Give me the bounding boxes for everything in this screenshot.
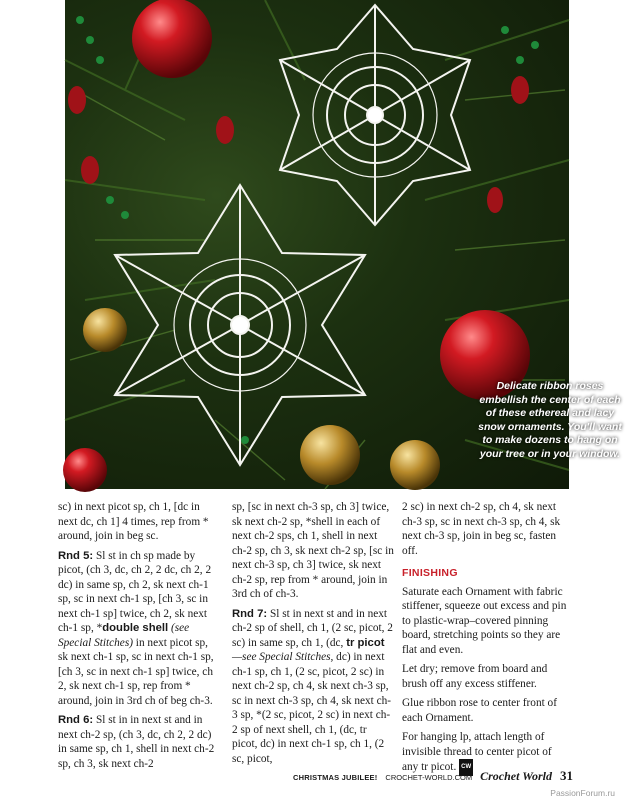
ornament-photo (65, 0, 622, 489)
round5-label: Rnd 5: (58, 549, 94, 562)
special-stitches-ref: (see Special Stitches) (58, 622, 190, 649)
round4-end: sc) in next picot sp, ch 1, [dc in next dc, ch 1] 4 times, rep from * around, join in beg sc. (58, 501, 209, 542)
round6-label: Rnd 6: (58, 714, 94, 726)
footer-magazine: Crochet World (480, 769, 552, 783)
text-column-2 (232, 500, 394, 771)
watermark: PassionForum.ru (550, 788, 615, 798)
finishing-heading: FINISHING (402, 567, 458, 579)
special-stitches-ref-2: —see Special Stitches, (232, 651, 334, 663)
page-number: 31 (560, 768, 573, 783)
finishing-step-4-text: For hanging lp, attach length of invisible thread to center picot of any tr picot. (402, 731, 552, 773)
page-footer (293, 768, 573, 784)
round7-text-cont: dc) in next ch-1 sp, ch 1, (2 sc, picot, 2 sc) in next ch-2 sp, ch 4, sk next ch-3 sp, sc in next ch-3 sp, ch 4, sk next ch-3 sp, *(2 sc, picot, 2 sc) in next ch-2 sp of next shell, ch 1, (dc, tr picot, dc) in next ch-1 sp, ch 1, (2 sc, picot, (232, 651, 392, 765)
footer-site: CROCHET-WORLD.COM (385, 773, 473, 782)
round6-text: Sl st in in next st and in next ch-2 sp, (ch 3, dc, ch 2, 2 dc) in same sp, ch 1, shell in next ch-2 sp, ch 3, sk next ch-2 (58, 714, 215, 770)
double-shell-term: double shell (102, 622, 169, 634)
finishing-step-2: Let dry; remove from board and brush off any excess stiffener. (402, 663, 548, 690)
text-column-3 (402, 500, 567, 781)
round6-cont: sp, [sc in next ch-3 sp, ch 3] twice, sk next ch-2 sp, *shell in each of next ch-2 sps, ch 1, shell in next ch-2 sp, ch 3, sk next ch-2 sp, [sc in next ch-3 sp, ch 3] twice, sk next ch-2 sp, rep from * around, join in 3rd ch of ch-3. (232, 501, 394, 600)
photo-caption: Delicate ribbon roses embellish the center of each of these ethereal and lacy snow ornaments. You'll want to make dozens to hang on your tree or in your window. (478, 380, 622, 460)
round5-text: Sl st in ch sp made by picot, (ch 3, dc, ch 2, 2 dc, ch 2, 2 dc) in same sp, ch 2, sk next ch-1 sp, sc in next ch-1 sp, [ch 3, sc in next ch-1 sp] twice, ch 2, sk next ch-1 sp, * (58, 549, 212, 634)
round5-text-cont: in next picot sp, sk next ch-1 sp, sc in next ch-1 sp, [ch 3, sc in next ch-1 sp] twice, ch 2, sk next ch-1 sp, rep from * around, join in 3rd ch of beg ch-3. (58, 636, 214, 707)
round7 (232, 607, 394, 767)
round7-text: Sl st in next st and in next ch-2 sp of shell, ch 1, (2 sc, picot, 2 sc) in same sp, ch 1, (dc, (232, 607, 393, 649)
finishing-step-3: Glue ribbon rose to center front of each Ornament. (402, 697, 557, 724)
round6 (58, 713, 218, 771)
text-column-1 (58, 500, 218, 776)
finishing-step-1: Saturate each Ornament with fabric stiffener, squeeze out excess and pin to plastic-wrap–covered pinning board, stretching points so they are flat and even. (402, 585, 567, 656)
round7-end: 2 sc) in next ch-2 sp, ch 4, sk next ch-3 sp, sc in next ch-3 sp, ch 4, sk next ch-3 sp, join in beg sc, fasten off. (402, 501, 561, 557)
end-mark-icon: CW (459, 759, 473, 776)
tr-picot-term: tr picot (346, 636, 385, 649)
footer-issue: CHRISTMAS JUBILEE! (292, 773, 378, 782)
round7-label: Rnd 7: (232, 607, 268, 620)
round5 (58, 549, 218, 709)
